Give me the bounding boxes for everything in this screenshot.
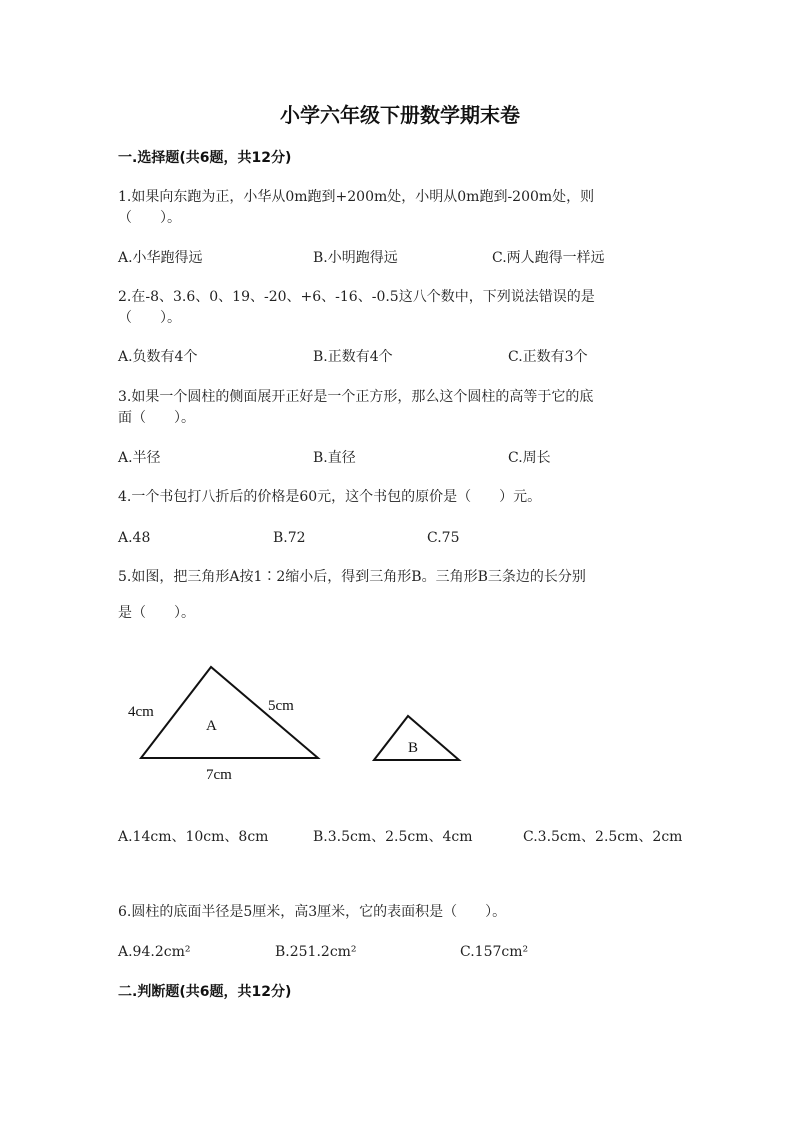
option: B.3.5cm、2.5cm、4cm bbox=[313, 829, 473, 845]
option: C.周长 bbox=[508, 450, 551, 466]
option: A.小华跑得远 bbox=[118, 250, 203, 266]
option: B.正数有4个 bbox=[313, 349, 393, 365]
option: C.157cm² bbox=[460, 944, 529, 960]
option: C.正数有3个 bbox=[508, 349, 588, 365]
option: B.小明跑得远 bbox=[313, 250, 398, 266]
option: A.负数有4个 bbox=[118, 349, 198, 365]
triangle-a-label: A bbox=[206, 718, 217, 734]
triangle-b-label: B bbox=[408, 740, 419, 756]
question-text: 6.圆柱的底面半径是5厘米，高3厘米，它的表面积是（ ）。 bbox=[118, 904, 507, 920]
option: C.75 bbox=[427, 530, 460, 546]
question-text: 1.如果向东跑为正，小华从0m跑到+200m处，小明从0m跑到-200m处，则 bbox=[118, 189, 595, 205]
question-text: 5.如图，把三角形A按1∶2缩小后，得到三角形B。三角形B三条边的长分别 bbox=[118, 569, 586, 585]
option: A.半径 bbox=[118, 450, 161, 466]
side-label-right: 5cm bbox=[268, 698, 294, 714]
side-label-bottom: 7cm bbox=[206, 767, 232, 783]
option: A.14cm、10cm、8cm bbox=[118, 829, 269, 845]
side-label-left: 4cm bbox=[128, 704, 154, 720]
option: C.3.5cm、2.5cm、2cm bbox=[523, 829, 683, 845]
question-text: 4.一个书包打八折后的价格是60元，这个书包的原价是（ ）元。 bbox=[118, 489, 542, 505]
page-title: 小学六年级下册数学期末卷 bbox=[280, 103, 520, 127]
question-text: 是（ ）。 bbox=[118, 605, 195, 621]
section-heading: 一.选择题(共6题，共12分) bbox=[118, 150, 292, 166]
question-text: 3.如果一个圆柱的侧面展开正好是一个正方形，那么这个圆柱的高等于它的底 bbox=[118, 389, 594, 405]
section-heading: 二.判断题(共6题，共12分) bbox=[118, 984, 292, 1000]
question-text: 面（ ）。 bbox=[118, 410, 195, 426]
question-text: （ ）。 bbox=[118, 210, 181, 226]
option: A.94.2cm² bbox=[118, 944, 191, 960]
question-text: 2.在-8、3.6、0、19、-20、+6、-16、-0.5这八个数中，下列说法错误的是 bbox=[118, 289, 595, 305]
option: C.两人跑得一样远 bbox=[492, 250, 605, 266]
question-text: （ ）。 bbox=[118, 310, 181, 326]
option: A.48 bbox=[118, 530, 151, 546]
option: B.72 bbox=[273, 530, 306, 546]
option: B.251.2cm² bbox=[275, 944, 357, 960]
option: B.直径 bbox=[313, 450, 356, 466]
